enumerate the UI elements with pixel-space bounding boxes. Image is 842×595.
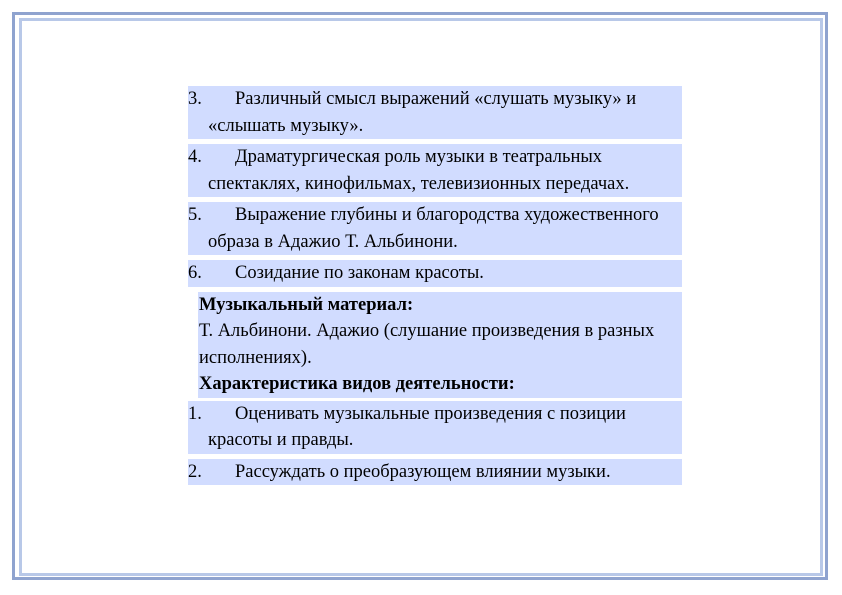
- material-heading: Музыкальный материал:: [199, 294, 414, 315]
- list-number: 6.: [188, 263, 202, 283]
- slide-content: [188, 86, 682, 490]
- list-number: 2.: [188, 461, 202, 482]
- list-text: Рассуждать о преобразующем влиянии музыки.: [235, 461, 611, 482]
- activities-heading: Характеристика видов деятельности:: [199, 374, 515, 394]
- activity-item-2: [188, 459, 682, 486]
- list-text: Драматургическая роль музыки в театральных спектаклях, кинофильмах, телевизионных передачах.: [208, 147, 630, 194]
- list-text: Выражение глубины и благородства художественного образа в Адажио Т. Альбинони.: [208, 205, 659, 252]
- list-text: Оценивать музыкальные произведения с позиции красоты и правды.: [208, 403, 626, 450]
- material-text: Т. Альбинони. Адажио (слушание произведения в разных исполнениях).: [199, 321, 655, 368]
- list-number: 5.: [188, 205, 202, 225]
- material-section: [198, 292, 682, 398]
- list-number: 3.: [188, 89, 202, 109]
- list-item-4: [188, 144, 682, 197]
- list-item-5: [188, 202, 682, 255]
- list-text: Различный смысл выражений «слушать музыку» и «слышать музыку».: [208, 89, 637, 136]
- list-number: 4.: [188, 147, 202, 167]
- list-item-3: [188, 86, 682, 139]
- list-number: 1.: [188, 403, 202, 424]
- list-text: Созидание по законам красоты.: [235, 263, 484, 283]
- list-item-6: [188, 260, 682, 287]
- activity-item-1: [188, 401, 682, 454]
